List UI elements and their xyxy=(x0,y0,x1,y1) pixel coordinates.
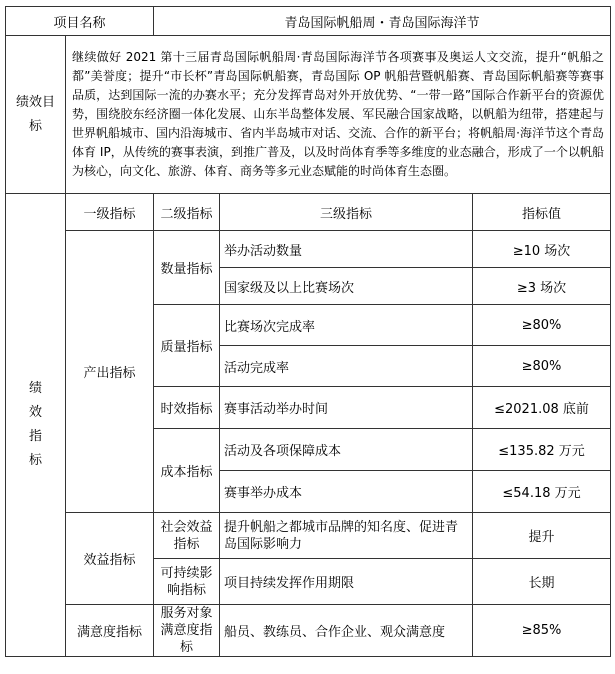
header-level1: 一级指标 xyxy=(66,194,154,231)
benefit-indicator-label: 效益指标 xyxy=(66,513,154,605)
header-value: 指标值 xyxy=(473,194,611,231)
sustainable-impact-label: 可持续影响指标 xyxy=(154,559,220,605)
project-name-value: 青岛国际帆船周・青岛国际海洋节 xyxy=(154,7,611,36)
indicator-value: ≥3 场次 xyxy=(473,268,611,305)
indicator-name: 举办活动数量 xyxy=(220,231,473,268)
indicator-value: ≥80% xyxy=(473,305,611,346)
quality-indicator-label: 质量指标 xyxy=(154,305,220,387)
cost-indicator-label: 成本指标 xyxy=(154,429,220,513)
indicator-value: 长期 xyxy=(473,559,611,605)
indicator-value: ≤54.18 万元 xyxy=(473,471,611,513)
service-satisfaction-label: 服务对象满意度指标 xyxy=(154,605,220,657)
output-indicator-label: 产出指标 xyxy=(66,231,154,513)
indicator-name: 赛事举办成本 xyxy=(220,471,473,513)
indicator-header-row xyxy=(6,194,611,231)
indicator-value: ≤2021.08 底前 xyxy=(473,387,611,429)
indicator-name: 提升帆船之都城市品牌的知名度、促进青岛国际影响力 xyxy=(220,513,473,559)
indicator-name: 项目持续发挥作用期限 xyxy=(220,559,473,605)
indicator-value: ≥80% xyxy=(473,346,611,387)
header-level2: 二级指标 xyxy=(154,194,220,231)
social-benefit-label: 社会效益指标 xyxy=(154,513,220,559)
indicator-name: 活动完成率 xyxy=(220,346,473,387)
satisfaction-indicator-label: 满意度指标 xyxy=(66,605,154,657)
quantity-indicator-label: 数量指标 xyxy=(154,231,220,305)
indicator-name: 船员、教练员、合作企业、观众满意度 xyxy=(220,605,473,657)
project-name-label: 项目名称 xyxy=(6,7,154,36)
indicator-name: 赛事活动举办时间 xyxy=(220,387,473,429)
indicator-name: 活动及各项保障成本 xyxy=(220,429,473,471)
performance-table xyxy=(5,6,611,657)
goal-label: 绩效目标 xyxy=(6,36,66,194)
indicators-section-label: 绩效指标 xyxy=(6,194,66,657)
goal-row xyxy=(6,36,611,194)
indicator-value: ≥10 场次 xyxy=(473,231,611,268)
table-row xyxy=(6,605,611,657)
indicator-name: 国家级及以上比赛场次 xyxy=(220,268,473,305)
indicator-name: 比赛场次完成率 xyxy=(220,305,473,346)
table-row xyxy=(6,231,611,268)
indicator-value: 提升 xyxy=(473,513,611,559)
timeliness-indicator-label: 时效指标 xyxy=(154,387,220,429)
indicator-value: ≥85% xyxy=(473,605,611,657)
header-level3: 三级指标 xyxy=(220,194,473,231)
table-row xyxy=(6,513,611,559)
indicator-value: ≤135.82 万元 xyxy=(473,429,611,471)
goal-text: 继续做好 2021 第十三届青岛国际帆船周·青岛国际海洋节各项赛事及奥运人文交流，提升“帆船之都”美誉度；提升“市长杯”青岛国际帆船赛，青岛国际 OP 帆船营暨帆船赛、青岛国际帆船赛等赛事品质，达到国际一流的办赛水平；充分发挥青岛对外开放优势、“一带一路”国际合作新平台的资源优势，围绕胶东经济圈一体化发展、山东半岛整体发展、军民融合国家战略，以帆船为纽带，搭建起与世界帆船城市、国内沿海城市、省内半岛城市对话、交流、合作的新平台；将帆船周·海洋节这个青岛体育 IP，从传统的赛事表演，到推广普及，以及时尚体育季等多维度的业态融合，形成了一个以帆船为核心，向文化、旅游、体育、商务等多元业态赋能的时尚体育生态圈。 xyxy=(66,36,611,194)
project-row xyxy=(6,7,611,36)
